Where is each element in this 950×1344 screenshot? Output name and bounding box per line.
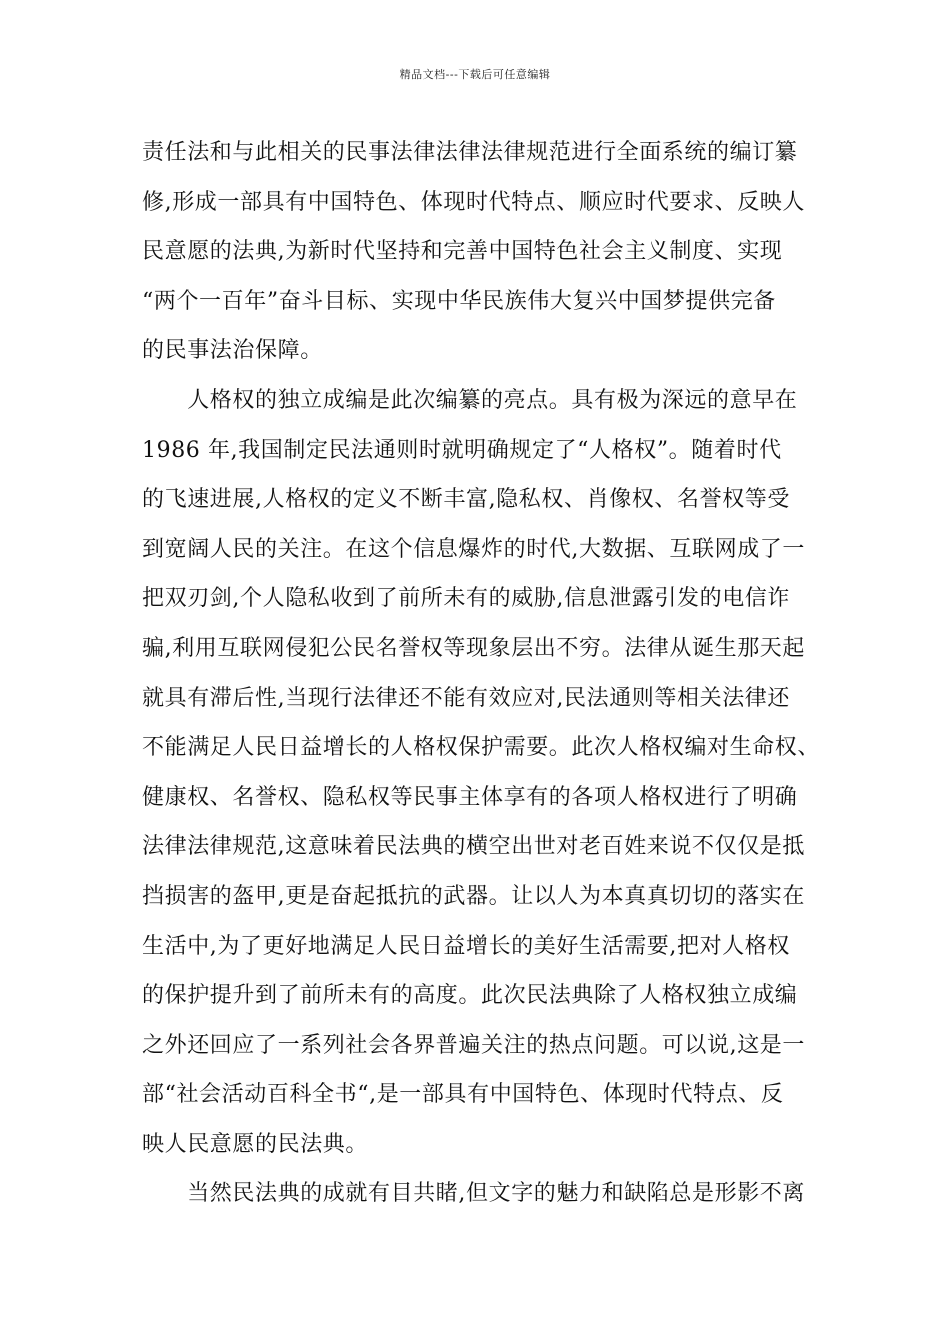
text-line: 当然民法典的成就有目共睹,但文字的魅力和缺陷总是形影不离 [142,1181,805,1207]
text-line: 的保护提升到了前所未有的高度。此次民法典除了人格权独立成编 [142,983,798,1009]
document-body [142,128,822,1219]
text-line: 生活中,为了更好地满足人民日益增长的美好生活需要,把对人格权 [142,933,790,959]
text-line: 健康权、名誉权、隐私权等民事主体享有的各项人格权进行了明确 [142,784,798,810]
text-line: 就具有滞后性,当现行法律还不能有效应对,民法通则等相关法律还 [142,685,790,711]
text-line: 把双刃剑,个人隐私收到了前所未有的威胁,信息泄露引发的电信诈 [142,586,790,612]
page-header: 精品文档---下载后可任意编辑 [399,68,551,81]
text-line: 的飞速进展,人格权的定义不断丰富,隐私权、肖像权、名誉权等受 [142,487,790,513]
text-line: 修,形成一部具有中国特色、体现时代特点、顺应时代要求、反映人 [142,189,805,215]
text-line: 1986 年,我国制定民法通则时就明确规定了“人格权”。随着时代 [142,437,782,463]
text-line: 人格权的独立成编是此次编纂的亮点。具有极为深远的意早在 [142,387,798,413]
paragraph-2 [142,376,822,1170]
text-line: 民意愿的法典,为新时代坚持和完善中国特色社会主义制度、实现 [142,239,783,265]
text-line: 部“社会活动百科全书“,是一部具有中国特色、体现时代特点、反 [142,1082,784,1108]
text-line: 挡损害的盔甲,更是奋起抵抗的武器。让以人为本真真切切的落实在 [142,883,805,909]
paragraph-3 [142,1169,822,1219]
text-line: “两个一百年”奋斗目标、实现中华民族伟大复兴中国梦提供完备 [142,288,776,314]
text-line: 映人民意愿的民法典。 [142,1131,369,1157]
text-line: 法律法律规范,这意味着民法典的横空出世对老百姓来说不仅仅是抵 [142,834,805,860]
paragraph-1 [142,128,822,376]
text-line: 的民事法治保障。 [142,338,323,364]
text-line: 骗,利用互联网侵犯公民名誉权等现象层出不穷。法律从诞生那天起 [142,635,805,661]
text-line: 不能满足人民日益增长的人格权保护需要。此次人格权编对生命权、 [142,735,821,761]
text-line: 责任法和与此相关的民事法律法律法律规范进行全面系统的编订纂 [142,140,798,165]
text-line: 到宽阔人民的关注。在这个信息爆炸的时代,大数据、互联网成了一 [142,536,805,562]
text-line: 之外还回应了一系列社会各界普遍关注的热点问题。可以说,这是一 [142,1032,805,1058]
